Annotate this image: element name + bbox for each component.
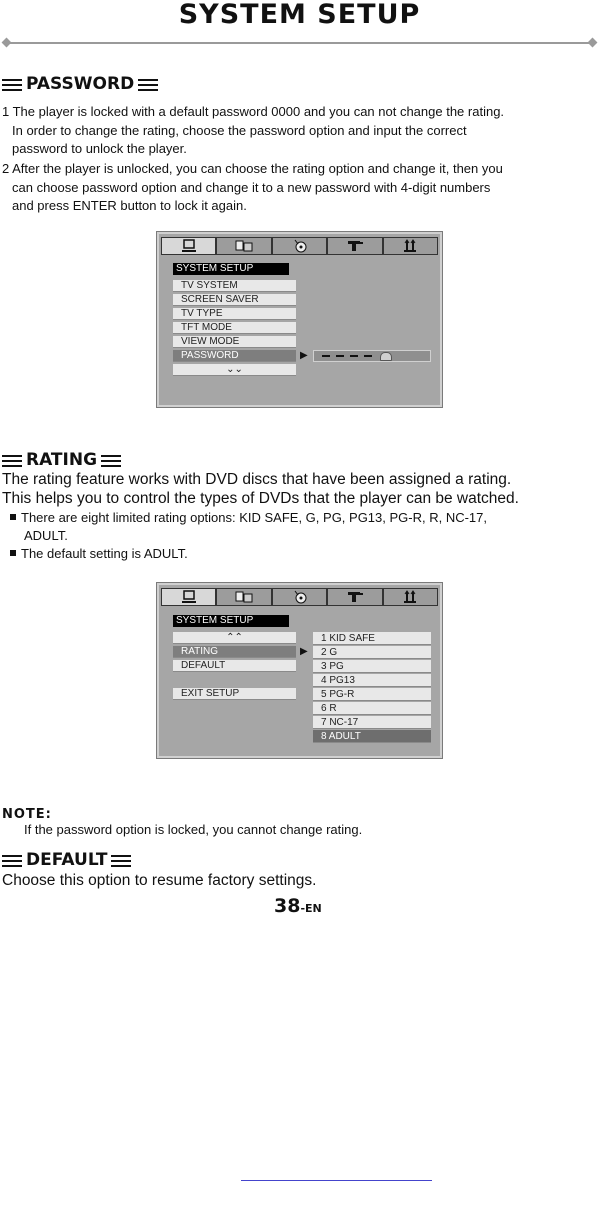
menu-item-tft-mode[interactable]: TFT MODE: [173, 322, 296, 334]
osd-tab-bar: [161, 237, 438, 255]
rating-bullet1-line2: ADULT.: [24, 528, 68, 543]
tab-audio[interactable]: [272, 588, 327, 606]
osd-tab-bar: [161, 588, 438, 606]
password-osd-screen: [156, 231, 443, 408]
note-text: If the password option is locked, you cannot change rating.: [24, 822, 363, 837]
selection-arrow-icon: ▶: [300, 646, 308, 657]
rating-option-pg13[interactable]: 4 PG13: [313, 674, 431, 687]
rating-bullet1-line1: There are eight limited rating options: KID SAFE, G, PG, PG13, PG-R, R, NC-17,: [21, 510, 488, 525]
osd-menu-header: SYSTEM SETUP: [173, 263, 289, 275]
preference-icon: [400, 239, 420, 253]
page-number-suffix: -EN: [300, 902, 322, 915]
menu-item-tv-type[interactable]: TV TYPE: [173, 308, 296, 320]
password-heading: [2, 74, 158, 94]
password-p2-line1: 2 After the player is unlocked, you can choose the rating option and change it, then you: [2, 161, 503, 176]
title-divider: [6, 42, 593, 44]
heading-bars-icon: [138, 79, 158, 90]
heading-bars-icon: [2, 79, 22, 90]
monitor-icon: [179, 590, 199, 604]
rating-bullet-options: [10, 509, 487, 545]
password-entry-field[interactable]: [313, 350, 431, 362]
rating-option-pg-r[interactable]: 5 PG-R: [313, 688, 431, 701]
page-number: [274, 895, 322, 917]
preference-icon: [400, 590, 420, 604]
tab-language[interactable]: [216, 237, 271, 255]
password-p1-line3: password to unlock the player.: [12, 141, 187, 157]
lock-icon: [380, 352, 392, 361]
rating-option-nc-17[interactable]: 7 NC-17: [313, 716, 431, 729]
password-digit-placeholder: [350, 355, 358, 357]
password-heading-text: PASSWORD: [26, 74, 135, 94]
scroll-up-icon[interactable]: ⌃⌃: [173, 632, 296, 644]
rating-option-adult[interactable]: 8 ADULT: [313, 730, 431, 743]
menu-item-rating[interactable]: RATING: [173, 646, 296, 658]
language-icon: [234, 239, 254, 253]
tab-system[interactable]: [161, 237, 216, 255]
rating-description-line2: This helps you to control the types of DVDs that the player can be watched.: [2, 490, 519, 507]
rating-description-line1: The rating feature works with DVD discs that have been assigned a rating.: [2, 471, 512, 488]
heading-bars-icon: [101, 455, 121, 466]
tab-preference[interactable]: [383, 588, 438, 606]
language-icon: [234, 590, 254, 604]
heading-bars-icon: [111, 855, 131, 866]
menu-item-tv-system[interactable]: TV SYSTEM: [173, 280, 296, 292]
video-icon: [345, 590, 365, 604]
bullet-square-icon: [10, 550, 16, 556]
rating-option-g[interactable]: 2 G: [313, 646, 431, 659]
osd-menu-header: SYSTEM SETUP: [173, 615, 289, 627]
password-digit-placeholder: [336, 355, 344, 357]
menu-item-default[interactable]: DEFAULT: [173, 660, 296, 672]
tab-video[interactable]: [327, 237, 382, 255]
note-heading: NOTE:: [2, 807, 52, 822]
disc-icon: [290, 590, 310, 604]
selection-arrow-icon: ▶: [300, 350, 308, 361]
bullet-square-icon: [10, 514, 16, 520]
heading-bars-icon: [2, 455, 22, 466]
rating-option-r[interactable]: 6 R: [313, 702, 431, 715]
menu-item-view-mode[interactable]: VIEW MODE: [173, 336, 296, 348]
tab-system[interactable]: [161, 588, 216, 606]
menu-item-password[interactable]: PASSWORD: [173, 350, 296, 362]
rating-heading-text: RATING: [26, 450, 98, 470]
page-number-value: 38: [274, 895, 301, 917]
default-heading-text: DEFAULT: [26, 850, 108, 870]
rating-bullet2-text: The default setting is ADULT.: [21, 546, 188, 561]
footer-link-underline[interactable]: [241, 1180, 432, 1181]
default-description: Choose this option to resume factory settings.: [2, 872, 317, 889]
password-p1-line2: In order to change the rating, choose the password option and input the correct: [12, 122, 467, 138]
menu-item-exit-setup[interactable]: EXIT SETUP: [173, 688, 296, 700]
password-p2-line2: can choose password option and change it to a new password with 4-digit numbers: [12, 179, 491, 195]
video-icon: [345, 239, 365, 253]
rating-heading: [2, 450, 121, 470]
default-heading: [2, 850, 131, 870]
rating-bullet-default: [10, 545, 188, 563]
tab-language[interactable]: [216, 588, 271, 606]
password-digit-placeholder: [364, 355, 372, 357]
disc-icon: [290, 239, 310, 253]
password-digit-placeholder: [322, 355, 330, 357]
password-p2-line3: and press ENTER button to lock it again.: [12, 198, 247, 214]
page-title: SYSTEM SETUP: [178, 0, 421, 30]
heading-bars-icon: [2, 855, 22, 866]
monitor-icon: [179, 239, 199, 253]
tab-video[interactable]: [327, 588, 382, 606]
rating-option-pg[interactable]: 3 PG: [313, 660, 431, 673]
password-paragraph-1: [2, 103, 504, 159]
menu-item-screen-saver[interactable]: SCREEN SAVER: [173, 294, 296, 306]
tab-preference[interactable]: [383, 237, 438, 255]
rating-osd-screen: [156, 582, 443, 759]
tab-audio[interactable]: [272, 237, 327, 255]
password-paragraph-2: [2, 160, 503, 216]
rating-option-kid-safe[interactable]: 1 KID SAFE: [313, 632, 431, 645]
password-p1-line1: 1 The player is locked with a default password 0000 and you can not change the rating.: [2, 104, 505, 119]
scroll-down-icon[interactable]: ⌄⌄: [173, 364, 296, 376]
